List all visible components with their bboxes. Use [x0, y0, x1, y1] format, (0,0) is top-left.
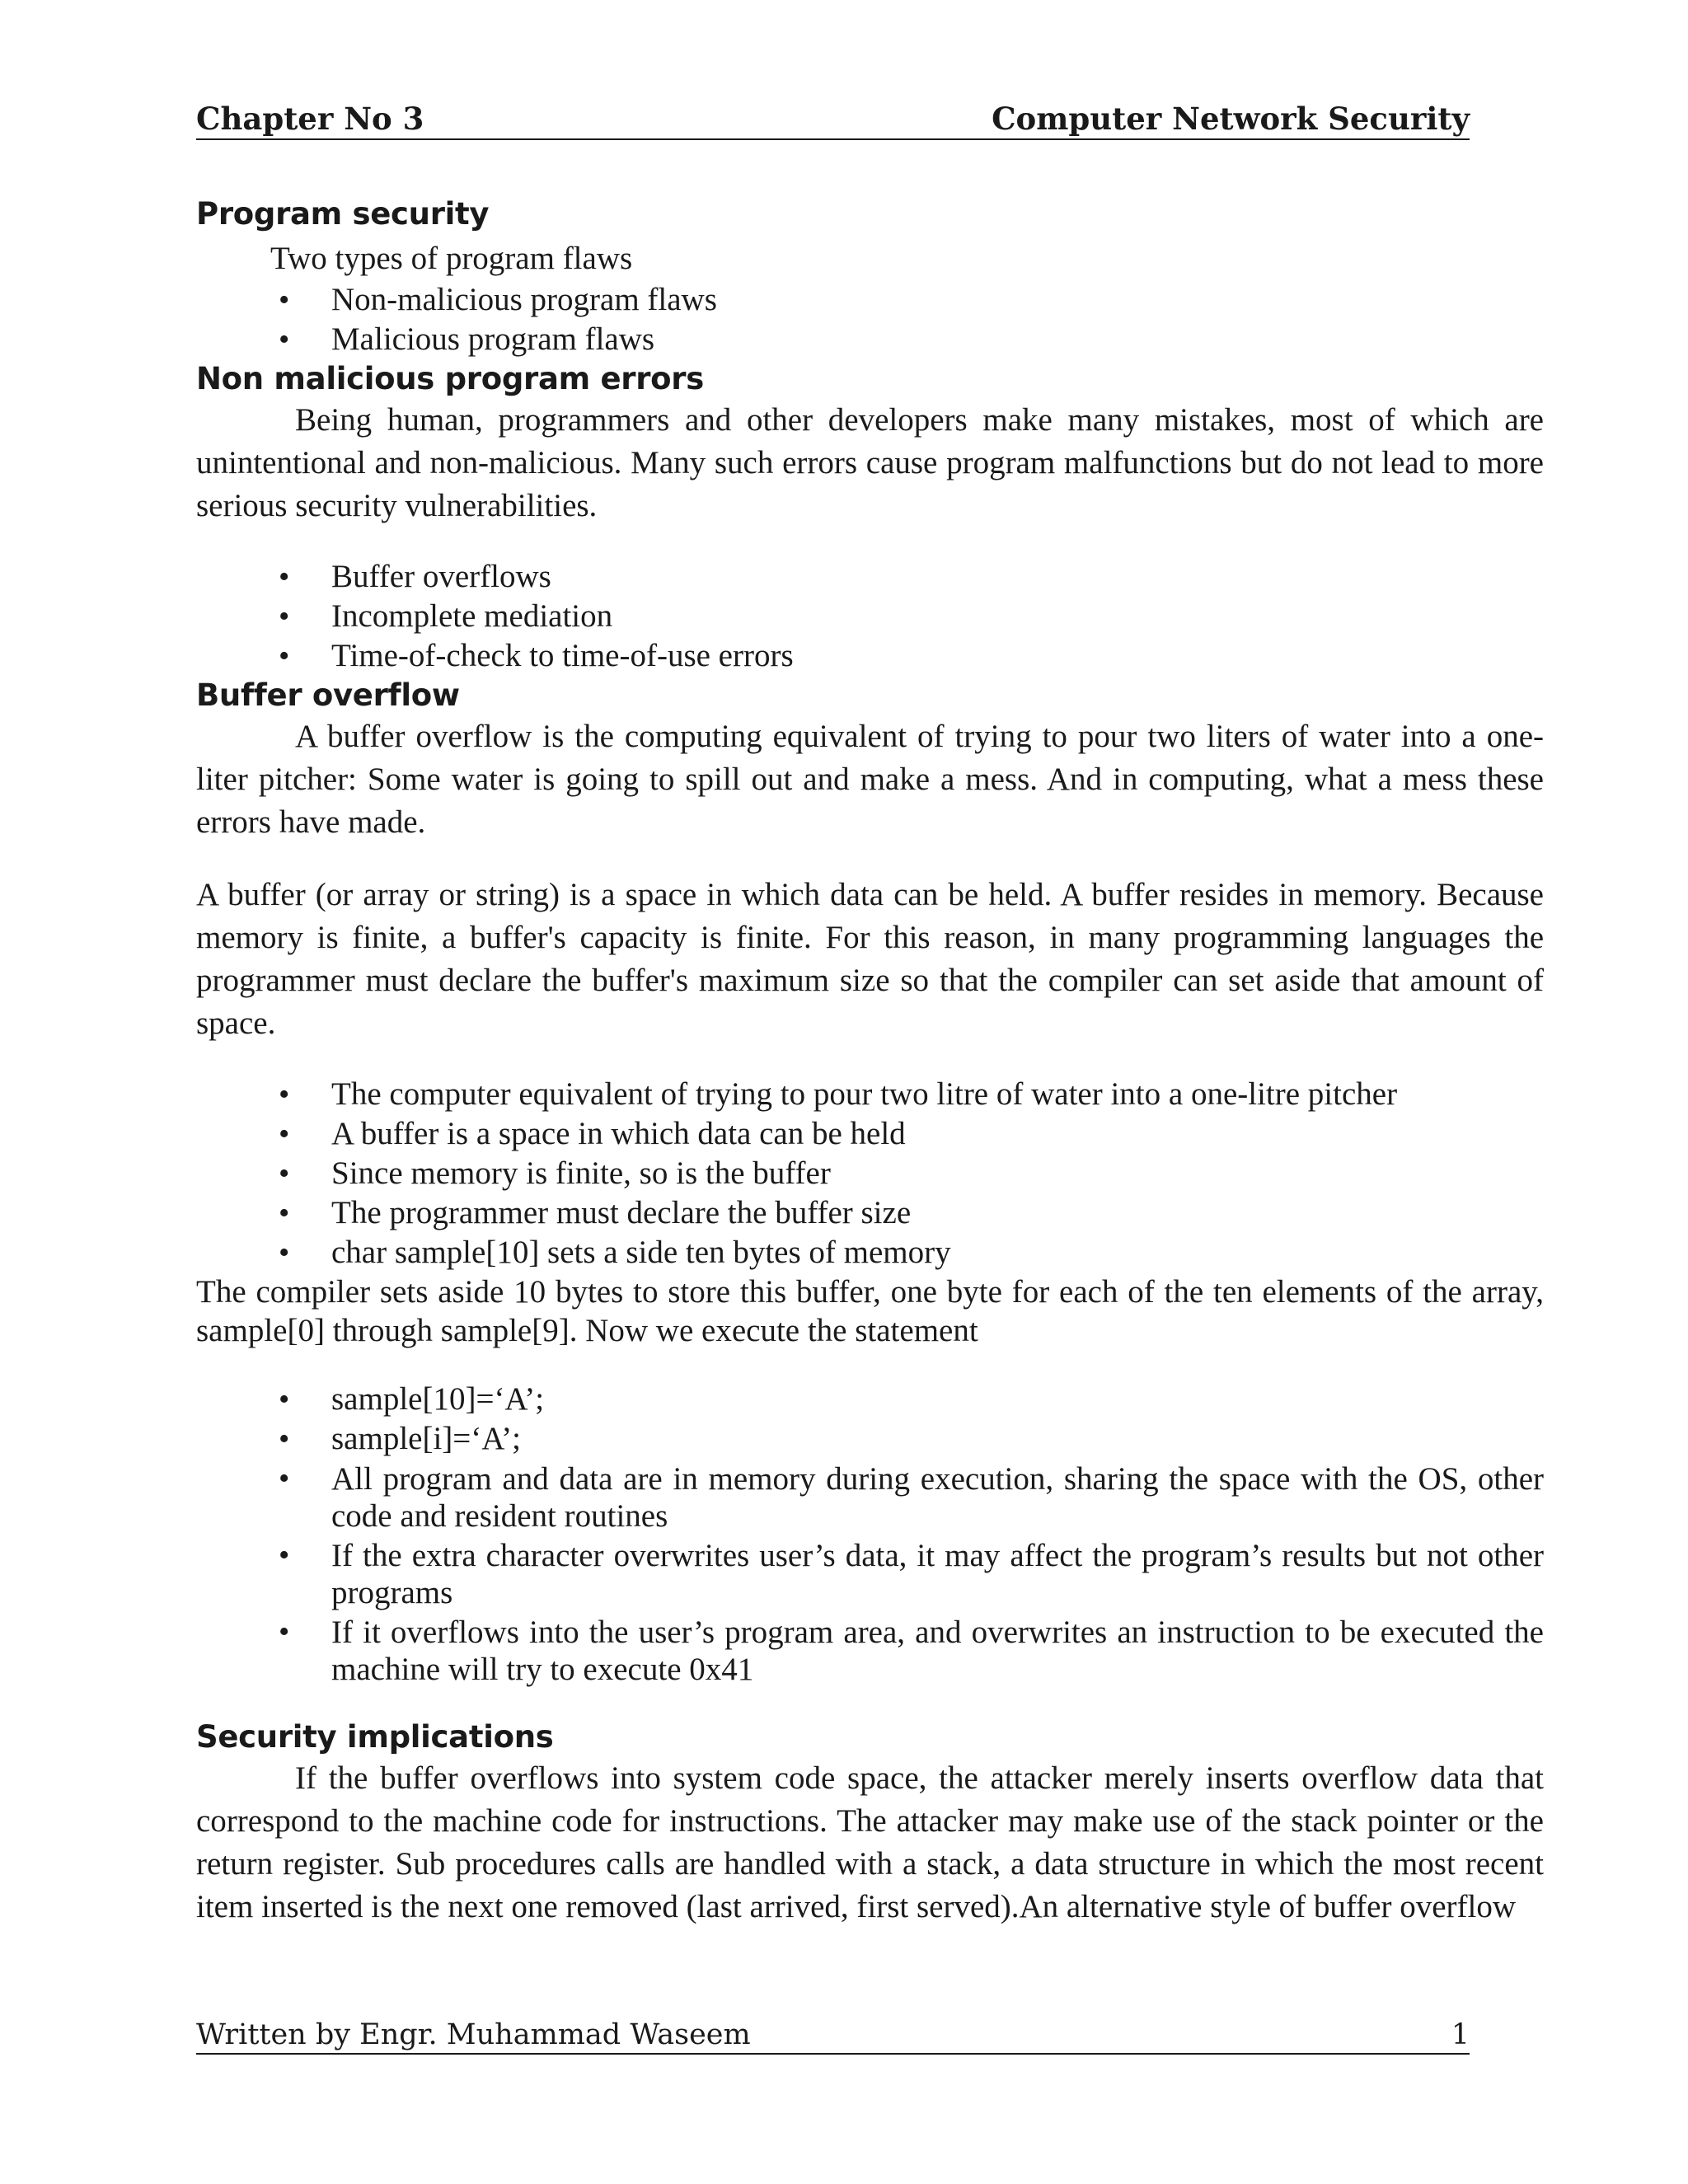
author-credit: Written by Engr. Muhammad Waseem: [196, 2018, 751, 2051]
program-flaws-intro: Two types of program flaws: [270, 241, 633, 277]
page-body: [196, 194, 1544, 1929]
list-item: • sample[10]=‘A’;: [196, 1380, 1544, 1419]
non-malicious-paragraph: Being human, programmers and other developers make many mistakes, most of which are unintentional and non-malicious. Many such errors cause program malfunctions but do not lead to more serious security vulnerabilities.: [196, 401, 1544, 523]
heading-buffer-overflow: Buffer overflow: [196, 677, 460, 713]
non-malicious-list: [196, 557, 1544, 676]
page-footer: [196, 2013, 1470, 2055]
list-item: • If it overflows into the user’s program area, and overwrites an instruction to be executed the machine will try to execute 0x41: [196, 1614, 1544, 1688]
heading-program-security: Program security: [196, 196, 490, 232]
buffer-statements-list: [196, 1380, 1544, 1688]
list-item: • Non-malicious program flaws: [196, 280, 1544, 320]
heading-non-malicious: Non malicious program errors: [196, 360, 704, 396]
list-item: • If the extra character overwrites user’s data, it may affect the program’s results but not other programs: [196, 1537, 1544, 1611]
list-item: • sample[i]=‘A’;: [196, 1419, 1544, 1459]
subject-title: Computer Network Security: [992, 101, 1470, 137]
page-number: 1: [1451, 2018, 1470, 2051]
security-implications-paragraph: If the buffer overflows into system code space, the attacker merely inserts overflow data that correspond to the machine code for instructions. The attacker may make use of the stack pointer or the return register. Sub procedures calls are handled with a stack, a data structure in which the most recent item inserted is the next one removed (last arrived, first served).An alternative style of buffer overflow: [196, 1760, 1544, 1924]
buffer-facts-list: [196, 1075, 1544, 1272]
page-header: [196, 92, 1470, 140]
buffer-overflow-paragraph-3: The compiler sets aside 10 bytes to store this buffer, one byte for each of the ten elements of the array, sample[0] through sample[9]. Now we execute the statement: [196, 1273, 1544, 1348]
buffer-overflow-paragraph-2: A buffer (or array or string) is a space in which data can be held. A buffer resides in memory. Because memory is finite, a buffer's capacity is finite. For this reason, in many programming languages the programmer must declare the buffer's maximum size so that the compiler can set aside that amount of space.: [196, 876, 1544, 1041]
heading-security-implications: Security implications: [196, 1718, 554, 1755]
chapter-label: Chapter No 3: [196, 101, 424, 137]
list-item: • A buffer is a space in which data can be held: [196, 1114, 1544, 1154]
list-item: • Since memory is finite, so is the buffer: [196, 1154, 1544, 1193]
list-item: • Incomplete mediation: [196, 597, 1544, 636]
list-item: • All program and data are in memory during execution, sharing the space with the OS, other code and resident routines: [196, 1460, 1544, 1535]
buffer-overflow-paragraph-1: A buffer overflow is the computing equivalent of trying to pour two liters of water into a one-liter pitcher: Some water is going to spill out and make a mess. And in computing, what a mess these errors have made.: [196, 718, 1544, 840]
program-flaws-list: [196, 280, 1544, 359]
list-item: • The computer equivalent of trying to pour two litre of water into a one-litre pitcher: [196, 1075, 1544, 1114]
list-item: • The programmer must declare the buffer size: [196, 1193, 1544, 1233]
list-item: • Malicious program flaws: [196, 320, 1544, 359]
list-item: • Time-of-check to time-of-use errors: [196, 636, 1544, 676]
list-item: • char sample[10] sets a side ten bytes of memory: [196, 1233, 1544, 1272]
list-item: • Buffer overflows: [196, 557, 1544, 597]
